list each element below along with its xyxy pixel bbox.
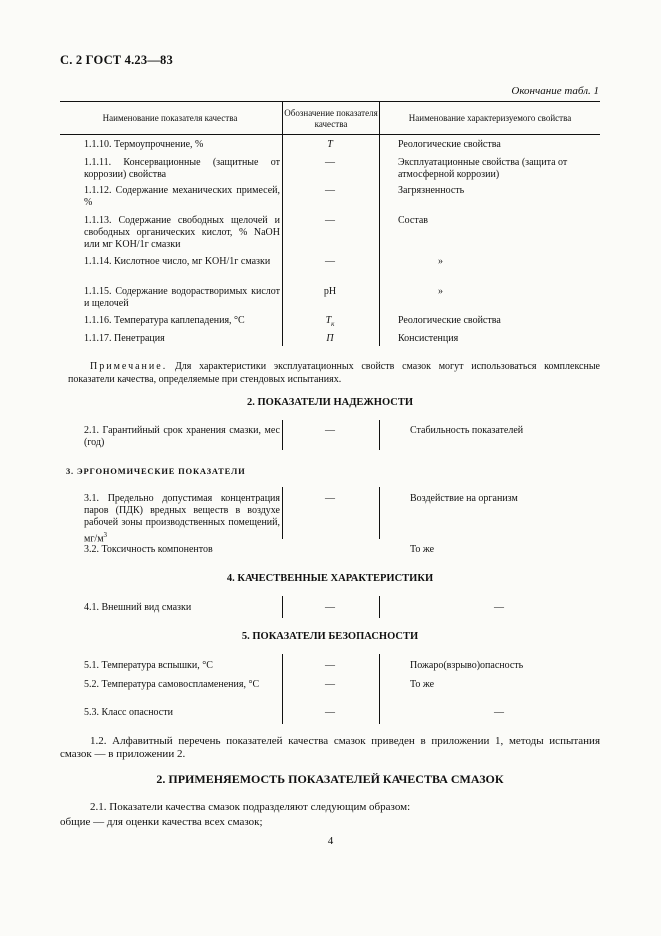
row-name: 1.1.15. Содержание водорастворимых кислот и щелочей [84, 286, 280, 309]
row-property: То же [410, 679, 435, 690]
row-name: 1.1.12. Содержание механических примесей, % [84, 185, 280, 208]
row-symbol: П [326, 333, 334, 344]
chapter-title: 2. ПРИМЕНЯЕМОСТЬ ПОКАЗАТЕЛЕЙ КАЧЕСТВА СМАЗОК [156, 772, 504, 786]
row-property: Консистенция [398, 333, 459, 344]
row-property: Реологические свойства [398, 315, 501, 326]
row-property: Реологические свойства [398, 139, 501, 150]
table-divider-2 [379, 654, 380, 724]
row-name: 2.1. Гарантийный срок хранения смазки, мес (год) [84, 425, 280, 448]
row-name: 3.2. Токсичность компонентов [84, 544, 213, 555]
note-text: Для характеристики эксплуатационных свойств смазок могут использоваться комплексные показатели качества, определяемые при стендовых испытаниях. [68, 361, 600, 385]
paragraph-1-2: 1.2. Алфавитный перечень показателей качества смазок приведен в приложении 1, методы испытания смазок — в приложении 2. [60, 735, 600, 760]
paragraph-2-1: 2.1. Показатели качества смазок подразделяют следующим образом: [90, 801, 411, 813]
row-property: » [438, 286, 443, 297]
table-header-rule [60, 134, 600, 135]
table-divider-2 [379, 596, 380, 618]
row-name: 1.1.10. Термоупрочнение, % [84, 139, 204, 150]
row-property: Стабильность показателей [410, 425, 524, 436]
row-name: 5.1. Температура вспышки, °С [84, 660, 213, 671]
row-name: 1.1.11. Консервационные (защитные от коррозии) свойства [84, 157, 280, 180]
row-symbol: — [325, 660, 335, 671]
row-symbol: — [325, 707, 335, 718]
row-property: — [494, 602, 504, 613]
row-name: 1.1.17. Пенетрация [84, 333, 165, 344]
row-property: Пожаро(взрыво)опасность [410, 660, 524, 671]
row-symbol: — [325, 602, 335, 613]
table-continuation-label: Окончание табл. 1 [511, 85, 599, 97]
section-title: 5. ПОКАЗАТЕЛИ БЕЗОПАСНОСТИ [241, 631, 419, 642]
row-symbol: — [325, 679, 335, 690]
row-property: То же [410, 544, 435, 555]
row-symbol: T [327, 139, 333, 150]
row-symbol: — [325, 493, 335, 504]
page-number: 4 [327, 835, 334, 847]
table-divider-2 [379, 487, 380, 539]
row-name: 1.1.16. Температура каплепадения, °С [84, 315, 245, 326]
table-divider-2 [379, 101, 380, 346]
row-name: 5.2. Температура самовоспламенения, °С [84, 679, 260, 690]
section-title: 4. КАЧЕСТВЕННЫЕ ХАРАКТЕРИСТИКИ [226, 573, 434, 584]
row-property: — [494, 707, 504, 718]
row-property: Состав [398, 215, 429, 226]
note-label: Примечание. [90, 361, 168, 372]
row-symbol: — [325, 185, 335, 196]
section-title: 3. ЭРГОНОМИЧЕСКИЕ ПОКАЗАТЕЛИ [66, 466, 246, 476]
row-property: » [438, 256, 443, 267]
section-title: 2. ПОКАЗАТЕЛИ НАДЕЖНОСТИ [246, 397, 414, 408]
row-symbol: — [325, 157, 335, 168]
row-property: Воздействие на организм [410, 493, 518, 504]
table-divider-2 [379, 420, 380, 450]
row-symbol: — [325, 215, 335, 226]
row-property: Эксплуатационные свойства (защита от атмосферной коррозии) [398, 157, 568, 180]
row-name: 4.1. Внешний вид смазки [84, 602, 192, 613]
table-note [68, 360, 600, 386]
column-header-name: Наименование показателя качества [102, 113, 238, 123]
row-symbol: pH [323, 286, 337, 297]
row-symbol: — [325, 256, 335, 267]
row-symbol: $T_к$ [325, 315, 335, 328]
row-name: 1.1.14. Кислотное число, мг KOH/1г смазки [84, 256, 271, 267]
paragraph-2-1-general: общие — для оценки качества всех смазок; [60, 816, 263, 828]
row-name: 3.1. Предельно допустимая концентрация паров (ПДК) вредных веществ в воздухе рабочей зоны производственных помещений, $мг/м^3$ [84, 493, 280, 545]
table-top-rule [60, 101, 600, 102]
column-header-property: Наименование характеризуемого свойства [408, 113, 572, 123]
row-name: 5.3. Класс опасности [84, 707, 173, 718]
document-header: С. 2 ГОСТ 4.23—83 [60, 53, 173, 67]
row-property: Загрязненность [398, 185, 465, 196]
column-header-symbol: Обозначение показателя качества [284, 108, 378, 129]
row-symbol: — [325, 425, 335, 436]
row-name: 1.1.13. Содержание свободных щелочей и свободных органических кислот, % NaOH или мг KOH/1г смазки [84, 215, 280, 250]
